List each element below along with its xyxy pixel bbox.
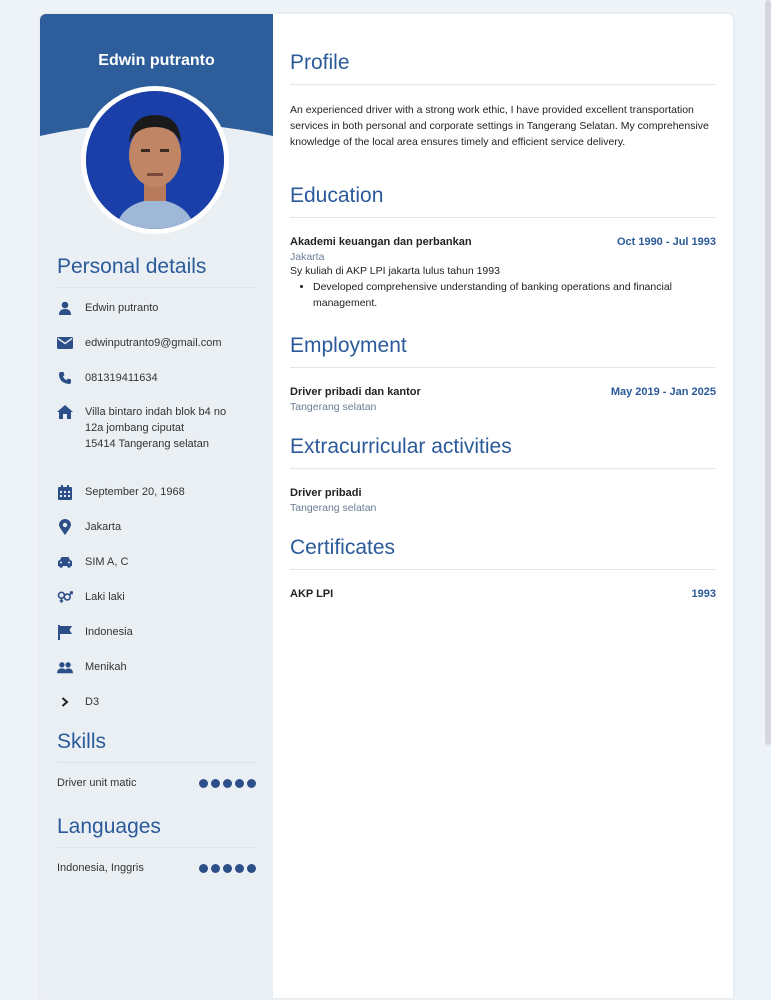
- scrollbar[interactable]: [765, 0, 771, 745]
- education-entry-header: [290, 236, 716, 248]
- skill-item: [57, 777, 256, 789]
- employment-role: Driver pribadi dan kantor: [290, 386, 421, 398]
- detail-birthplace: Jakarta: [57, 519, 257, 535]
- language-name: Indonesia, Inggris: [57, 862, 144, 874]
- languages-title: Languages: [57, 815, 256, 848]
- extracurricular-city: Tangerang selatan: [290, 502, 377, 514]
- person-name: Edwin putranto: [98, 52, 215, 69]
- gender-icon: [57, 589, 73, 605]
- person-icon: [57, 300, 73, 316]
- personal-details-section: [57, 255, 256, 288]
- detail-address: Villa bintaro indah blok b4 no 12a jombang ciputat 15414 Tangerang selatan: [57, 404, 257, 452]
- personal-details-title: Personal details: [57, 255, 256, 288]
- detail-marital-status: Menikah: [57, 659, 257, 675]
- education-title: Education: [290, 184, 716, 218]
- email-icon: [57, 335, 73, 351]
- certificate-name: AKP LPI: [290, 588, 334, 600]
- education-city: Jakarta: [290, 251, 325, 263]
- employment-title: Employment: [290, 334, 716, 368]
- education-school: Akademi keuangan dan perbankan: [290, 236, 472, 248]
- detail-phone: 081319411634: [57, 370, 257, 386]
- detail-birthdate: September 20, 1968: [57, 484, 257, 500]
- certificate-entry: [290, 588, 716, 600]
- detail-name: Edwin putranto: [57, 300, 257, 316]
- certificates-title: Certificates: [290, 536, 716, 570]
- extracurricular-section: [290, 435, 716, 514]
- people-icon: [57, 659, 73, 675]
- education-description: Sy kuliah di AKP LPI jakarta lulus tahun 1993: [290, 265, 500, 277]
- employment-city: Tangerang selatan: [290, 401, 377, 413]
- chevron-right-icon: [57, 694, 73, 710]
- languages-section: [57, 815, 256, 874]
- skills-title: Skills: [57, 730, 256, 763]
- language-item: [57, 862, 256, 874]
- profile-section: [290, 51, 716, 150]
- sidebar: [40, 14, 273, 998]
- skill-name: Driver unit matic: [57, 777, 137, 789]
- phone-icon: [57, 370, 73, 386]
- avatar: [81, 86, 229, 234]
- extracurricular-entry-header: [290, 487, 716, 499]
- detail-license: SIM A, C: [57, 554, 257, 570]
- profile-text: An experienced driver with a strong work ethic, I have provided excellent transportation services in both personal and corporate settings in Tangerang Selatan. My comprehensive knowledge of the local area ensures timely and efficient service delivery.: [290, 104, 709, 148]
- certificate-year: 1993: [691, 588, 716, 600]
- detail-gender: Laki laki: [57, 589, 257, 605]
- certificates-section: [290, 536, 716, 600]
- detail-education-level: D3: [57, 694, 257, 710]
- extracurricular-role: Driver pribadi: [290, 487, 362, 499]
- education-dates: Oct 1990 - Jul 1993: [616, 236, 716, 248]
- home-icon: [57, 404, 73, 420]
- location-pin-icon: [57, 519, 73, 535]
- profile-title: Profile: [290, 51, 716, 85]
- education-bullet: • Developed comprehensive understanding of banking operations and financial management.: [313, 279, 716, 311]
- education-section: [290, 184, 716, 311]
- extracurricular-title: Extracurricular activities: [290, 435, 716, 469]
- education-bullets: [290, 279, 716, 311]
- flag-icon: [57, 624, 73, 640]
- detail-nationality: Indonesia: [57, 624, 257, 640]
- language-level-dots: [199, 864, 256, 873]
- car-icon: [57, 554, 73, 570]
- employment-section: [290, 334, 716, 413]
- skills-section: [57, 730, 256, 789]
- resume-page: [40, 14, 733, 998]
- employment-entry-header: [290, 386, 716, 398]
- calendar-icon: [57, 484, 73, 500]
- detail-email: edwinputranto9@gmail.com: [57, 335, 257, 351]
- employment-dates: May 2019 - Jan 2025: [610, 386, 716, 398]
- skill-level-dots: [199, 779, 256, 788]
